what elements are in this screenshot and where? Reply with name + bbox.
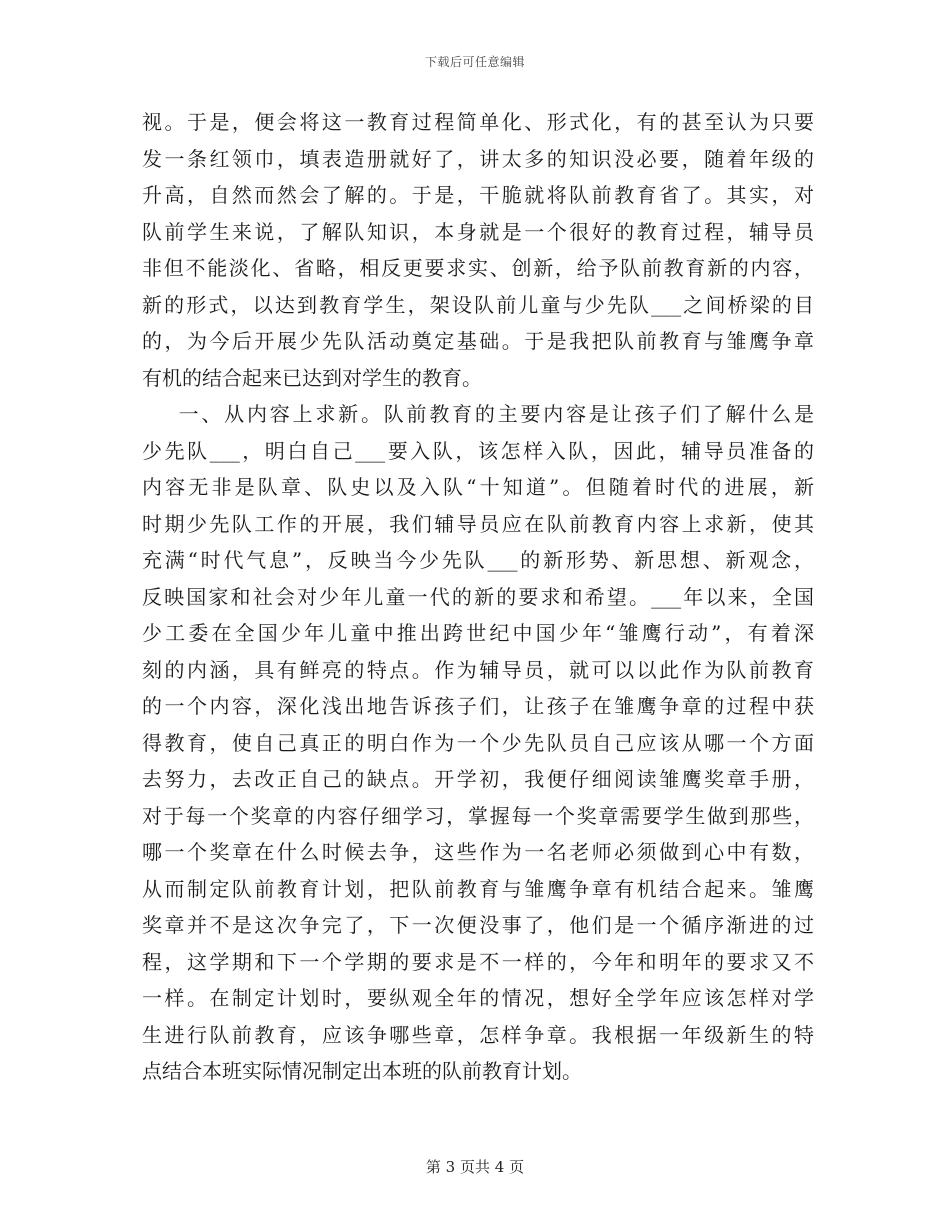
- text-line: 点结合本班实际情况制定出本班的队前教育计划。: [142, 1059, 582, 1083]
- text-line: 充满“时代气息”，反映当今少先队___的新形势、新思想、新观念，: [142, 548, 814, 572]
- text-line: 视。于是，便会将这一教育过程简单化、形式化，有的甚至认为只要: [142, 110, 814, 134]
- text-line: 一、从内容上求新。队前教育的主要内容是让孩子们了解什么是: [142, 402, 814, 426]
- text-line: 队前学生来说，了解队知识，本身就是一个很好的教育过程，辅导员: [142, 219, 814, 244]
- text-line: 生进行队前教育，应该争哪些章，怎样争章。我根据一年级新生的特: [142, 1022, 814, 1047]
- text-line: 一样。在制定计划时，要纵观全年的情况，想好全学年应该怎样对学: [142, 986, 814, 1010]
- text-line: 少先队___，明白自己___要入队，该怎样入队，因此，辅导员准备的: [142, 438, 814, 463]
- text-line: 对于每一个奖章的内容仔细学习，掌握每一个奖章需要学生做到那些，: [142, 803, 814, 828]
- text-line: 刻的内涵，具有鲜亮的特点。作为辅导员，就可以以此作为队前教育: [142, 657, 814, 682]
- text-line: 非但不能淡化、省略，相反更要求实、创新，给予队前教育新的内容，: [142, 256, 814, 280]
- text-line: 程，这学期和下一个学期的要求是不一样的，今年和明年的要求又不: [142, 949, 814, 974]
- text-line: 得教育，使自己真正的明白作为一个少先队员自己应该从哪一个方面: [142, 730, 814, 755]
- text-line: 哪一个奖章在什么时候去争，这些作为一名老师必须做到心中有数，: [142, 840, 814, 864]
- document-body: [142, 104, 814, 1090]
- page-number-footer: 第 3 页共 4 页: [425, 1158, 525, 1176]
- text-line: 有机的结合起来已达到对学生的教育。: [142, 365, 482, 390]
- text-line: 少工委在全国少年儿童中推出跨世纪中国少年“雏鹰行动”，有着深: [142, 621, 814, 645]
- text-line: 的，为今后开展少先队活动奠定基础。于是我把队前教育与雏鹰争章: [142, 329, 814, 353]
- text-line: 发一条红领巾，填表造册就好了，讲太多的知识没必要，随着年级的: [142, 146, 814, 171]
- text-line: 升高，自然而然会了解的。于是，干脆就将队前教育省了。其实，对: [142, 183, 814, 207]
- text-line: 时期少先队工作的开展，我们辅导员应在队前教育内容上求新，使其: [142, 511, 814, 536]
- text-line: 从而制定队前教育计划，把队前教育与雏鹰争章有机结合起来。雏鹰: [142, 876, 814, 901]
- text-line: 新的形式，以达到教育学生，架设队前儿童与少先队___之间桥梁的目: [142, 292, 814, 317]
- text-line: 的一个内容，深化浅出地告诉孩子们，让孩子在雏鹰争章的过程中获: [142, 694, 814, 718]
- text-line: 反映国家和社会对少年儿童一代的新的要求和希望。___年以来，全国: [142, 584, 814, 609]
- text-line: 内容无非是队章、队史以及入队“十知道”。但随着时代的进展，新: [142, 475, 814, 499]
- text-line: 奖章并不是这次争完了，下一次便没事了，他们是一个循序渐进的过: [142, 913, 814, 937]
- text-line: 去努力，去改正自己的缺点。开学初，我便仔细阅读雏鹰奖章手册，: [142, 767, 814, 791]
- page-header: 下载后可任意编辑: [424, 55, 525, 69]
